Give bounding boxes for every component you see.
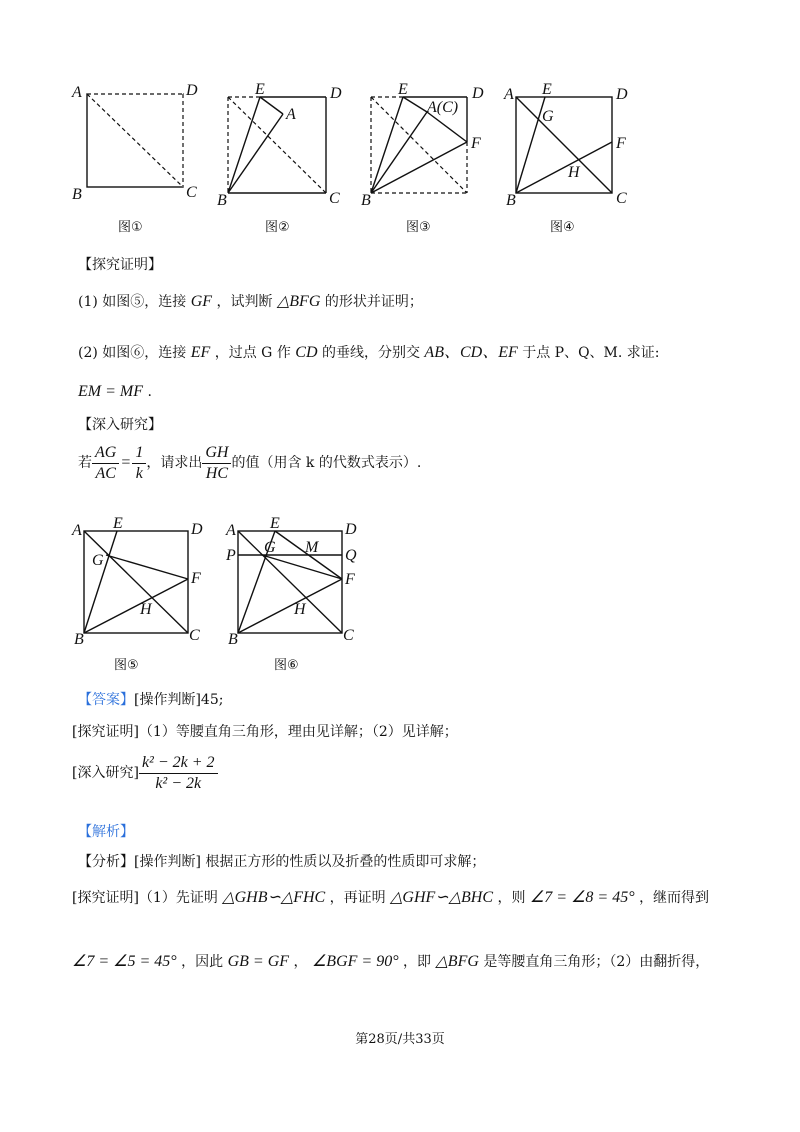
a3-math3: ∠BGF = 90°	[311, 953, 399, 970]
analysis-tag: 【解析】	[78, 824, 134, 840]
label-M: M	[305, 539, 319, 556]
q2-prefix: (2) 如图⑥，连接	[78, 345, 187, 361]
label-A: A	[504, 86, 514, 103]
label-G: G	[92, 552, 104, 569]
a3-t3: ，即	[403, 954, 432, 970]
a3-math4: △BFG	[435, 953, 479, 970]
label-B: B	[74, 631, 84, 648]
frac2-num: 1	[132, 444, 146, 464]
label-E: E	[255, 81, 265, 98]
label-D: D	[191, 521, 203, 538]
label-C: C	[329, 190, 340, 207]
analysis-line-3	[72, 952, 709, 972]
label-D: D	[472, 85, 484, 102]
q2-mid2: 的垂线，分别交	[321, 345, 420, 361]
answer-line-3	[72, 752, 218, 794]
label-E: E	[398, 81, 408, 98]
label-B: B	[217, 192, 227, 209]
a2-prefix: [探究证明]（1）先证明	[72, 890, 218, 906]
a3-math2: GB = GF	[227, 953, 290, 970]
figure-5-diagram	[68, 515, 218, 675]
label-H: H	[568, 164, 580, 181]
label-F: F	[191, 570, 201, 587]
q1-math-gf: GF	[190, 293, 213, 310]
label-A: A	[226, 522, 236, 539]
page-footer: 第28页/共33页	[355, 1032, 445, 1047]
label-E: E	[270, 515, 280, 532]
a3-math1: ∠7 = ∠5 = 45°	[72, 953, 177, 970]
frac-1-k	[132, 444, 146, 483]
answer-frac-num: k² − 2k + 2	[139, 754, 218, 774]
a2-mid2: ，则	[497, 890, 526, 906]
q1-math-triangle: △BFG	[276, 293, 321, 310]
label-H: H	[294, 601, 306, 618]
a2-math3: ∠7 = ∠8 = 45°	[529, 889, 635, 906]
label-C: C	[186, 184, 197, 201]
a3-t2: ，	[293, 954, 308, 970]
label-B: B	[72, 186, 82, 203]
frac-gh-hc	[202, 444, 231, 483]
label-D: D	[616, 86, 628, 103]
figure-6	[222, 515, 372, 675]
label-G: G	[542, 108, 554, 125]
label-D: D	[345, 521, 357, 538]
figure-4	[500, 80, 640, 240]
answer3-prefix: [深入研究]	[72, 765, 139, 781]
frac3-num: GH	[202, 444, 231, 464]
caption: 图④	[550, 220, 575, 235]
label-A-C: A(C)	[427, 99, 459, 116]
answer-fraction	[139, 754, 218, 793]
q2-mid: ，过点 G 作	[214, 345, 291, 361]
figure-6-diagram	[222, 515, 372, 675]
label-D: D	[330, 85, 342, 102]
label-E: E	[542, 81, 552, 98]
label-F: F	[616, 135, 626, 152]
caption: 图②	[265, 220, 290, 235]
frac1-num: AG	[92, 444, 119, 464]
a3-suffix: 是等腰直角三角形；（2）由翻折得，	[483, 954, 710, 970]
deep-ruo: 若	[78, 455, 92, 471]
caption: 图⑥	[274, 658, 299, 673]
deep-suffix: 的值（用含 k 的代数式表示）.	[231, 455, 422, 471]
q2-math-cd: CD	[295, 344, 318, 361]
answer-text: [操作判断]45;	[134, 692, 224, 708]
q1-prefix: (1) 如图⑤，连接	[78, 294, 187, 310]
a2-math1: △GHB∽△FHC	[222, 889, 326, 906]
label-B: B	[361, 192, 371, 209]
label-B: B	[506, 192, 516, 209]
figure-3	[355, 80, 495, 240]
label-D: D	[186, 82, 198, 99]
analysis-line-2	[72, 888, 709, 908]
label-B: B	[228, 631, 238, 648]
answer-line-2: [探究证明]（1）等腰直角三角形，理由见详解；（2）见详解；	[72, 724, 458, 740]
label-F: F	[345, 571, 355, 588]
a2-mid: ，再证明	[329, 890, 386, 906]
caption: 图①	[118, 220, 143, 235]
label-A: A	[72, 84, 82, 101]
label-A: A	[286, 106, 296, 123]
deep-mid: ，请求出	[146, 455, 203, 471]
section-deep-heading: 【深入研究】	[78, 417, 162, 433]
frac-ag-ac	[92, 444, 119, 483]
deep-question	[78, 442, 421, 484]
deep-eq: =	[121, 454, 131, 471]
q1-mid: ，试判断	[216, 294, 273, 310]
a2-math2: △GHF∽△BHC	[390, 889, 494, 906]
a3-t1: ，因此	[181, 954, 224, 970]
answer-line-1	[78, 690, 223, 710]
frac1-den: AC	[95, 464, 116, 482]
q2-suffix: 于点 P、Q、M. 求证:	[522, 345, 660, 361]
frac3-den: HC	[205, 464, 229, 482]
label-A: A	[72, 522, 82, 539]
a2-suffix: ，继而得到	[639, 890, 710, 906]
figure-5	[68, 515, 218, 675]
label-C: C	[189, 627, 200, 644]
question-2	[78, 343, 660, 363]
question-1	[78, 292, 423, 312]
q1-suffix: 的形状并证明；	[324, 294, 423, 310]
frac2-den: k	[135, 464, 143, 482]
label-Q: Q	[345, 547, 357, 564]
label-F: F	[471, 135, 481, 152]
label-C: C	[616, 190, 627, 207]
section-explore-heading: 【探究证明】	[78, 257, 162, 273]
q2-math-ef: EF	[190, 344, 211, 361]
q2-eq: EM = MF	[78, 383, 143, 400]
caption: 图③	[406, 220, 431, 235]
label-P: P	[226, 547, 236, 564]
q2-eq-dot: .	[147, 384, 152, 400]
label-C: C	[343, 627, 354, 644]
label-H: H	[140, 601, 152, 618]
q2-math-lines: AB、CD、EF	[424, 344, 518, 361]
answer-frac-den: k² − 2k	[155, 774, 202, 792]
analysis-line-1: 【分析】[操作判断] 根据正方形的性质以及折叠的性质即可求解；	[78, 854, 486, 870]
q2-equation	[78, 382, 152, 402]
figure-2	[215, 80, 355, 240]
label-G: G	[264, 539, 276, 556]
figure-1	[70, 80, 200, 240]
caption: 图⑤	[114, 658, 139, 673]
answer-tag: 【答案】	[78, 692, 134, 708]
label-E: E	[113, 515, 123, 532]
